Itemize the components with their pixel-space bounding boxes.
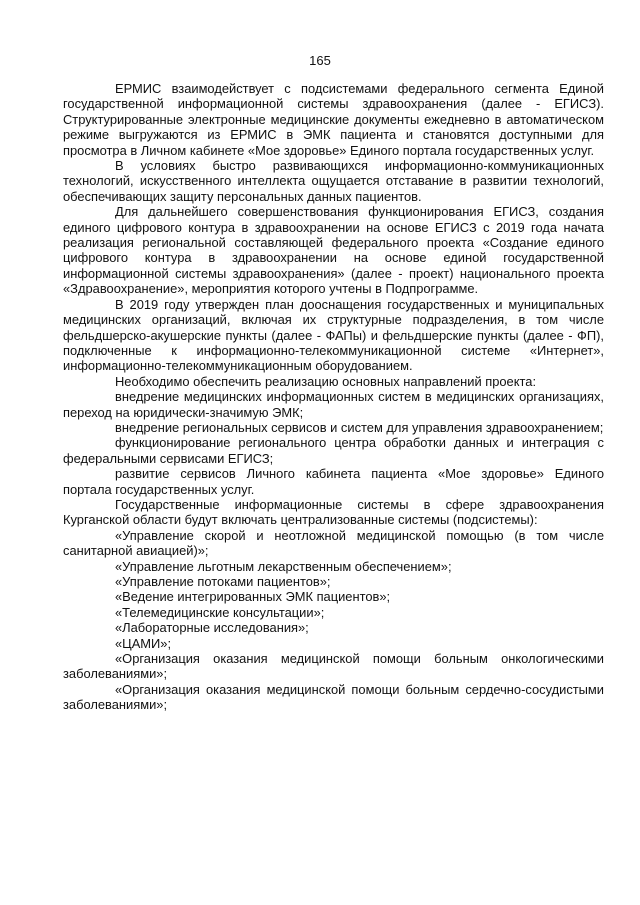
list-item: внедрение региональных сервисов и систем для управления здравоохранением; [115,419,604,435]
list-item: развитие сервисов Личного кабинета пациента «Мое здоровье» Единого портала государственных услуг. [63,466,604,497]
list-item: «Лабораторные исследования»; [115,620,309,636]
list-item: «Управление потоками пациентов»; [115,574,331,589]
list-item: «ЦАМИ»; [115,635,172,651]
list-item: «Управление скорой и неотложной медицинской помощью (в том числе санитарной авиацией)»; [63,527,604,559]
list-item: «Организация оказания медицинской помощи больным онкологическими заболеваниями»; [63,651,604,682]
list-item: «Телемедицинские консультации»; [115,604,325,620]
paragraph: Для дальнейшего совершенствования функционирования ЕГИСЗ, создания единого цифрового контура в здравоохранении на основе ЕГИСЗ с 2019 года начата реализация региональной составляющей федерального проекта «Создание единого цифрового контура в здравоохранении на основе единой государственной информационной системы здравоохранения» (далее - проект) национального проекта «Здравоохранение», мероприятия которого учтены в Подпрограмме. [63,204,604,297]
paragraph: В 2019 году утвержден план дооснащения государственных и муниципальных медицинских организаций, включая их структурные подразделения, в том числе фельдшерско-акушерские пункты (далее - ФАПы) и фельдшерские пункты (далее - ФП), подключенные к информационно-телекоммуникационной системе «Интернет», информационно-телекоммуникационным оборудованием. [63,296,604,374]
paragraph: ЕРМИС взаимодействует с подсистемами федерального сегмента Единой государственной информационной системы здравоохранения (далее - ЕГИСЗ). Структурированные электронные медицинские документы ежедневно в автоматическом режиме выгружаются из ЕРМИС в ЭМК пациента и становятся доступными для просмотра в Личном кабинете «Мое здоровье» Единого портала государственных услуг. [63,81,604,158]
paragraph: В условиях быстро развивающихся информационно-коммуникационных технологий, искусственного интеллекта ощущается отставание в развитии технологий, обеспечивающих защиту персональных данных пациентов. [63,158,604,204]
list-item: функционирование регионального центра обработки данных и интеграция с федеральными сервисами ЕГИСЗ; [63,435,604,466]
list-item: «Ведение интегрированных ЭМК пациентов»; [115,589,391,605]
list-item: «Организация оказания медицинской помощи больным сердечно-сосудистыми заболеваниями»; [63,681,604,713]
page-number: 165 [309,53,331,68]
list-item: внедрение медицинских информационных систем в медицинских организациях, переход на юридически-значимую ЭМК; [63,389,604,420]
paragraph: Необходимо обеспечить реализацию основных направлений проекта: [115,373,537,389]
paragraph: Государственные информационные системы в сфере здравоохранения Курганской области будут включать централизованные системы (подсистемы): [63,496,604,528]
list-item: «Управление льготным лекарственным обеспечением»; [115,558,452,574]
document-body [63,81,604,713]
